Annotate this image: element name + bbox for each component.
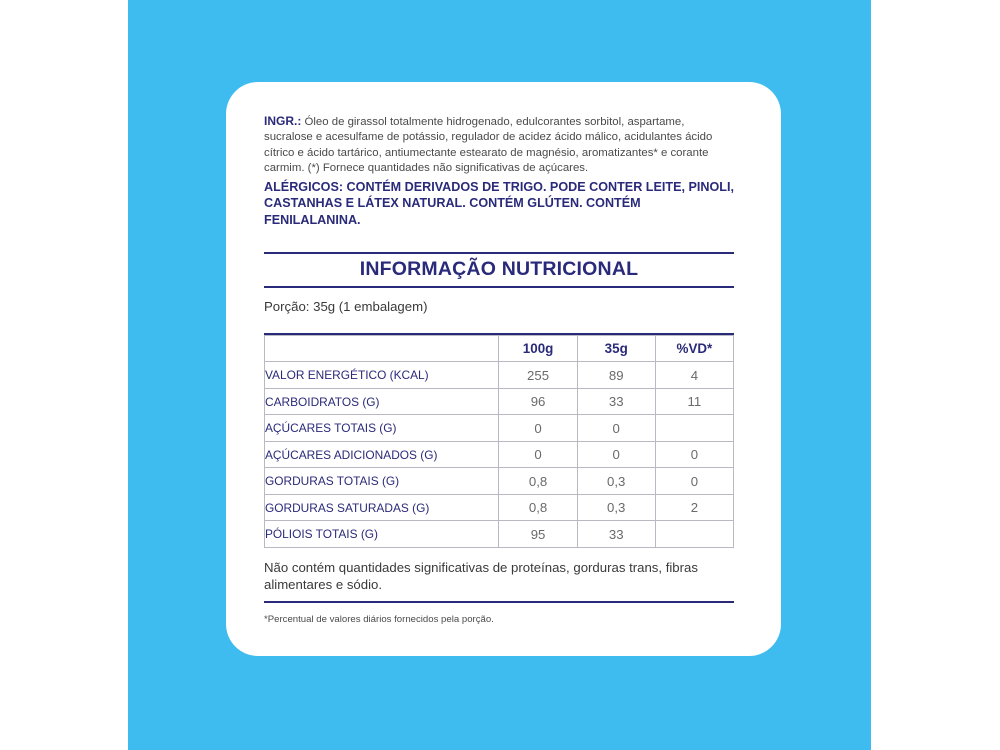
row-value-35g: 89 xyxy=(577,362,655,389)
table-header-row xyxy=(265,335,734,362)
nutrition-table xyxy=(264,335,734,548)
label-content xyxy=(264,114,734,626)
table-row xyxy=(265,362,734,389)
row-value-35g: 33 xyxy=(577,388,655,415)
divider-below-title xyxy=(264,286,734,288)
row-label: PÓLIOIS TOTAIS (G) xyxy=(265,521,499,548)
table-row xyxy=(265,441,734,468)
allergens-text: ALÉRGICOS: CONTÉM DERIVADOS DE TRIGO. PODE CONTER LEITE, PINOLI, CASTANHAS E LÁTEX NATURAL. CONTÉM GLÚTEN. CONTÉM FENILALANINA. xyxy=(264,180,734,227)
ingredients-label: INGR.: xyxy=(264,114,302,128)
table-row xyxy=(265,468,734,495)
row-label: CARBOIDRATOS (G) xyxy=(265,388,499,415)
row-value-35g: 0,3 xyxy=(577,494,655,521)
row-value-vd xyxy=(655,521,733,548)
row-value-vd: 11 xyxy=(655,388,733,415)
nutrition-title-block xyxy=(264,252,734,288)
row-value-35g: 0 xyxy=(577,415,655,442)
row-label: GORDURAS SATURADAS (G) xyxy=(265,494,499,521)
table-row xyxy=(265,494,734,521)
row-value-100g: 255 xyxy=(499,362,577,389)
row-value-vd: 0 xyxy=(655,441,733,468)
table-row xyxy=(265,388,734,415)
row-label: VALOR ENERGÉTICO (KCAL) xyxy=(265,362,499,389)
row-value-35g: 0,3 xyxy=(577,468,655,495)
table-row xyxy=(265,415,734,442)
row-value-vd: 0 xyxy=(655,468,733,495)
row-label: GORDURAS TOTAIS (G) xyxy=(265,468,499,495)
portion-text: Porção: 35g (1 embalagem) xyxy=(264,298,428,314)
divider-below-note xyxy=(264,601,734,603)
row-value-100g: 95 xyxy=(499,521,577,548)
ingredients-text: Óleo de girassol totalmente hidrogenado, edulcorantes sorbitol, aspartame, sucralose e acesulfame de potássio, regulador de acidez ácido málico, acidulantes ácido cítrico e ácido tartárico, antiumectante estearato de magnésio, aromatizantes* e corante carmim. (*) Fornece quantidades não significativas de açúcares. xyxy=(264,116,713,174)
row-value-100g: 96 xyxy=(499,388,577,415)
row-label: AÇÚCARES TOTAIS (G) xyxy=(265,415,499,442)
ingredients-block xyxy=(264,114,734,176)
row-value-35g: 33 xyxy=(577,521,655,548)
row-value-100g: 0,8 xyxy=(499,468,577,495)
row-value-100g: 0,8 xyxy=(499,494,577,521)
header-cell-vd: %VD* xyxy=(655,335,733,362)
row-value-100g: 0 xyxy=(499,441,577,468)
row-value-100g: 0 xyxy=(499,415,577,442)
row-value-vd: 2 xyxy=(655,494,733,521)
row-value-vd xyxy=(655,415,733,442)
nutrition-label-card xyxy=(226,82,781,656)
header-cell-35g: 35g xyxy=(577,335,655,362)
row-value-vd: 4 xyxy=(655,362,733,389)
nutrition-title: INFORMAÇÃO NUTRICIONAL xyxy=(359,257,639,280)
nutrition-note: Não contém quantidades significativas de proteínas, gorduras trans, fibras alimentares e sódio. xyxy=(264,559,698,593)
vd-footnote: *Percentual de valores diários fornecidos pela porção. xyxy=(264,613,494,625)
header-cell-100g: 100g xyxy=(499,335,577,362)
row-label: AÇÚCARES ADICIONADOS (G) xyxy=(265,441,499,468)
row-value-35g: 0 xyxy=(577,441,655,468)
table-row xyxy=(265,521,734,548)
header-cell-blank xyxy=(265,335,499,362)
nutrition-table-wrap xyxy=(264,333,734,548)
